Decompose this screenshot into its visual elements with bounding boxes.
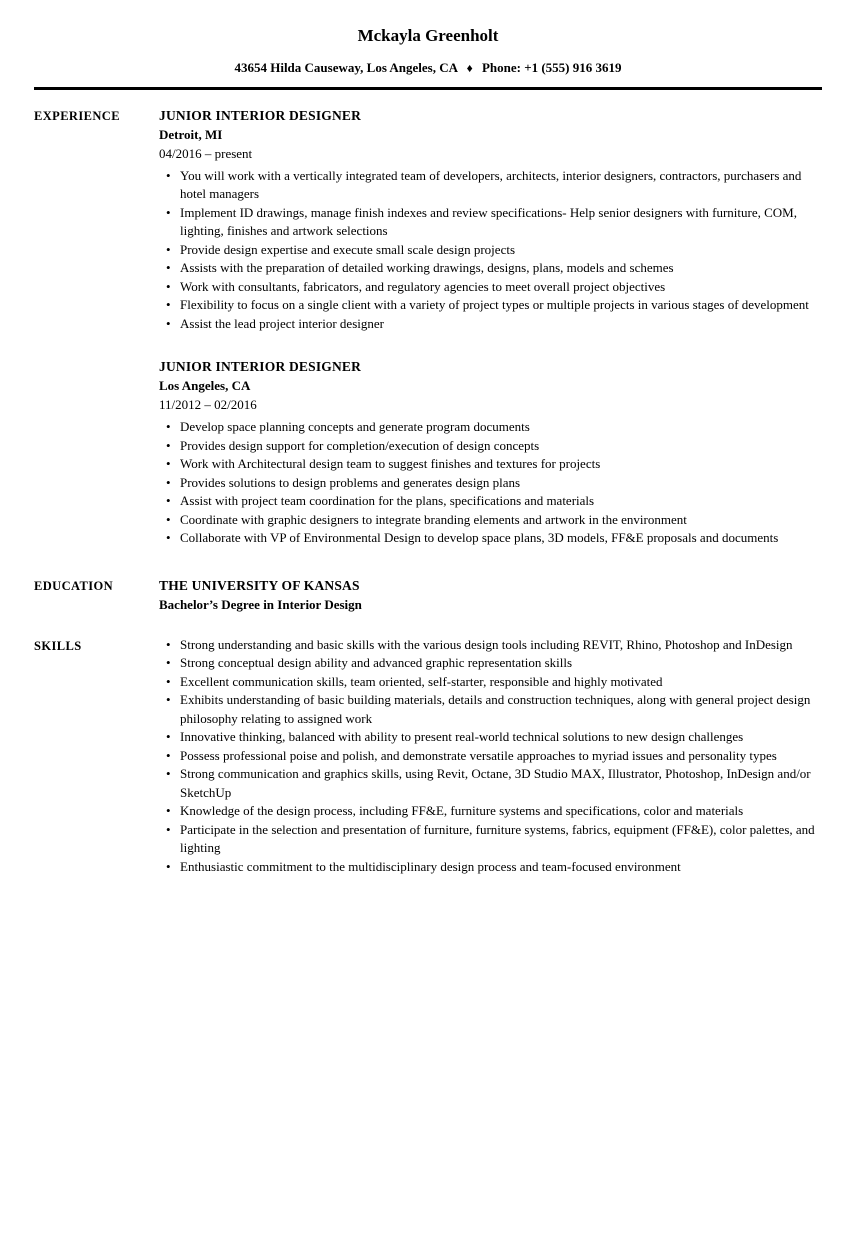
skills-content — [159, 636, 822, 877]
job-bullet-list — [159, 418, 822, 548]
experience-section — [34, 106, 822, 548]
job-location: Detroit, MI — [159, 126, 223, 142]
bullet-item: • Provides design support for completion/execution of design concepts — [159, 437, 822, 456]
school-name: THE UNIVERSITY OF KANSAS — [159, 577, 360, 593]
bullet-item: • Coordinate with graphic designers to integrate branding elements and artwork in the environment — [159, 511, 822, 530]
bullet-item: • Possess professional poise and polish, and demonstrate versatile approaches to myriad issues and personality types — [159, 747, 822, 766]
section-label-skills: SKILLS — [34, 638, 82, 653]
bullet-item: • Excellent communication skills, team oriented, self-starter, responsible and highly motivated — [159, 673, 822, 692]
skills-section — [34, 636, 822, 877]
resume-body — [34, 106, 822, 877]
bullet-item: • Collaborate with VP of Environmental Design to develop space plans, 3D models, FF&E proposals and documents — [159, 529, 822, 548]
bullet-item: • Assist with project team coordination for the plans, specifications and materials — [159, 492, 822, 511]
person-name: Mckayla Greenholt — [357, 26, 499, 45]
bullet-item: • Strong understanding and basic skills with the various design tools including REVIT, Rhino, Photoshop and InDesign — [159, 636, 822, 655]
job-entry-1 — [159, 106, 822, 334]
job-dates: 04/2016 – present — [159, 145, 253, 161]
bullet-item: • Develop space planning concepts and generate program documents — [159, 418, 822, 437]
bullet-item: • Provides solutions to design problems and generates design plans — [159, 474, 822, 493]
skills-bullet-list — [159, 636, 822, 877]
job-title: JUNIOR INTERIOR DESIGNER — [159, 359, 362, 374]
bullet-item: • Work with Architectural design team to suggest finishes and textures for projects — [159, 455, 822, 474]
bullet-item: • Implement ID drawings, manage finish indexes and review specifications- Help senior designers with furniture, COM, lighting, finishes and artwork selections — [159, 204, 822, 241]
bullet-item: • Participate in the selection and presentation of furniture, furniture systems, fabrics, equipment (FF&E), color palettes, and lighting — [159, 821, 822, 858]
job-bullet-list — [159, 167, 822, 334]
section-label-experience: EXPERIENCE — [34, 108, 120, 123]
header-divider — [34, 87, 822, 90]
job-title: JUNIOR INTERIOR DESIGNER — [159, 107, 362, 123]
bullet-item: • Innovative thinking, balanced with ability to present real-world technical solutions to new design challenges — [159, 728, 822, 747]
bullet-item: • Knowledge of the design process, including FF&E, furniture systems and specifications, color and materials — [159, 802, 822, 821]
bullet-item: • Provide design expertise and execute small scale design projects — [159, 241, 822, 260]
section-label-education: EDUCATION — [34, 578, 114, 593]
bullet-item: • Assist the lead project interior designer — [159, 315, 822, 334]
contact-phone: Phone: +1 (555) 916 3619 — [481, 60, 622, 75]
diamond-separator-icon: ♦ — [466, 61, 473, 75]
job-entry-2 — [159, 357, 822, 548]
degree-name: Bachelor’s Degree in Interior Design — [159, 596, 362, 612]
education-content — [159, 576, 822, 614]
bullet-item: • Work with consultants, fabricators, and regulatory agencies to meet overall project objectives — [159, 278, 822, 297]
job-location: Los Angeles, CA — [159, 378, 251, 393]
job-dates: 11/2012 – 02/2016 — [159, 397, 257, 412]
bullet-item: • Exhibits understanding of basic building materials, details and construction techniques, along with general project design philosophy relating to assigned work — [159, 691, 822, 728]
resume-header — [34, 26, 822, 90]
education-section — [34, 576, 822, 614]
bullet-item: • Strong conceptual design ability and advanced graphic representation skills — [159, 654, 822, 673]
bullet-item: • Enthusiastic commitment to the multidisciplinary design process and team-focused environment — [159, 858, 822, 877]
bullet-item: • Flexibility to focus on a single client with a variety of project types or multiple projects in various stages of development — [159, 296, 822, 315]
bullet-item: • Assists with the preparation of detailed working drawings, designs, plans, models and schemes — [159, 259, 822, 278]
contact-address: 43654 Hilda Causeway, Los Angeles, CA — [234, 60, 458, 75]
bullet-item: • You will work with a vertically integrated team of developers, architects, interior designers, contractors, purchasers and hotel managers — [159, 167, 822, 204]
experience-content — [159, 106, 822, 548]
contact-line — [34, 59, 822, 78]
bullet-item: • Strong communication and graphics skills, using Revit, Octane, 3D Studio MAX, Illustrator, Photoshop, InDesign and/or SketchUp — [159, 765, 822, 802]
